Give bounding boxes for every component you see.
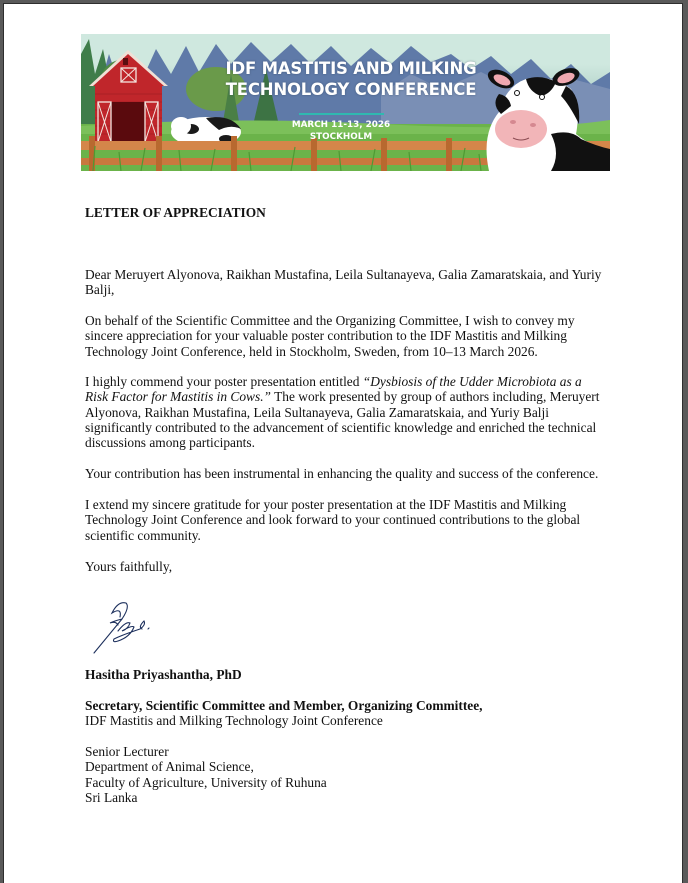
letter-heading: LETTER OF APPRECIATION (85, 205, 266, 220)
farm-scene-illustration (81, 34, 610, 171)
paragraph-line: discussions among participants. (85, 435, 255, 451)
poster-title: Risk Factor for Mastitis in Cows.” (85, 389, 271, 405)
address-line: Sri Lanka (85, 789, 138, 805)
paragraph-line: I extend my sincere gratitude for your poster presentation at the IDF Mastitis and Milking (85, 497, 567, 512)
banner-city: STOCKHOLM (309, 132, 373, 142)
paragraph-line: Technology Joint Conference and look forward to your continued contributions to the global (85, 512, 581, 528)
paragraph-line (85, 389, 615, 404)
poster-title: “Dysbiosis of the Udder Microbiota as a (362, 374, 582, 389)
conference-banner (81, 34, 610, 171)
document-page (3, 3, 683, 883)
salutation-line: Dear Meruyert Alyonova, Raikhan Mustafina, Leila Sultanayeva, Galia Zamaratskaia, and Yuriy (85, 267, 602, 282)
address-line: Faculty of Agriculture, University of Ruhuna (85, 774, 327, 790)
signatory-role: Secretary, Scientific Committee and Member, Organizing Committee, (85, 698, 483, 713)
paragraph-contribution: Your contribution has been instrumental in enhancing the quality and success of the conference. (85, 466, 599, 481)
closing: Yours faithfully, (85, 559, 173, 574)
signature-image (92, 597, 172, 657)
paragraph-commendation (85, 374, 615, 450)
banner-title-line1: IDF MASTITIS AND MILKING (225, 59, 477, 78)
paragraph-line: scientific community. (85, 527, 201, 543)
salutation (85, 267, 615, 298)
banner-divider (299, 113, 384, 115)
paragraph-line (85, 374, 615, 389)
text-run: The work presented by group of authors including, Meruyert (271, 389, 600, 405)
paragraph-gratitude (85, 497, 615, 543)
banner-title-line2: TECHNOLOGY CONFERENCE (225, 80, 477, 99)
address-line: Senior Lecturer (85, 744, 169, 759)
paragraph-line: Technology Joint Conference, held in Stockholm, Sweden, from 10–13 March 2026. (85, 343, 538, 359)
banner-date-location (261, 119, 421, 143)
text-run: I highly commend your poster presentation entitled (85, 374, 363, 389)
salutation-line: Balji, (85, 282, 115, 298)
paragraph-line: On behalf of the Scientific Committee and the Organizing Committee, I wish to convey my (85, 313, 575, 328)
paragraph-line: Alyonova, Raikhan Mustafina, Leila Sultanayeva, Galia Zamaratskaia, and Yuriy Balji (85, 404, 549, 420)
signatory-address (85, 744, 615, 805)
paragraph-line: sincere appreciation for your valuable poster contribution to the IDF Mastitis and Milking (85, 328, 567, 344)
signatory-title-block (85, 698, 615, 729)
banner-title (201, 58, 501, 100)
paragraph-behalf (85, 313, 615, 359)
paragraph-line: significantly contributed to the advancement of scientific knowledge and enriched the technical (85, 419, 597, 435)
address-line: Department of Animal Science, (85, 759, 254, 775)
banner-date: MARCH 11-13, 2026 (291, 120, 391, 130)
signatory-name: Hasitha Priyashantha, PhD (85, 667, 242, 682)
signatory-conference: IDF Mastitis and Milking Technology Joint Conference (85, 713, 383, 729)
